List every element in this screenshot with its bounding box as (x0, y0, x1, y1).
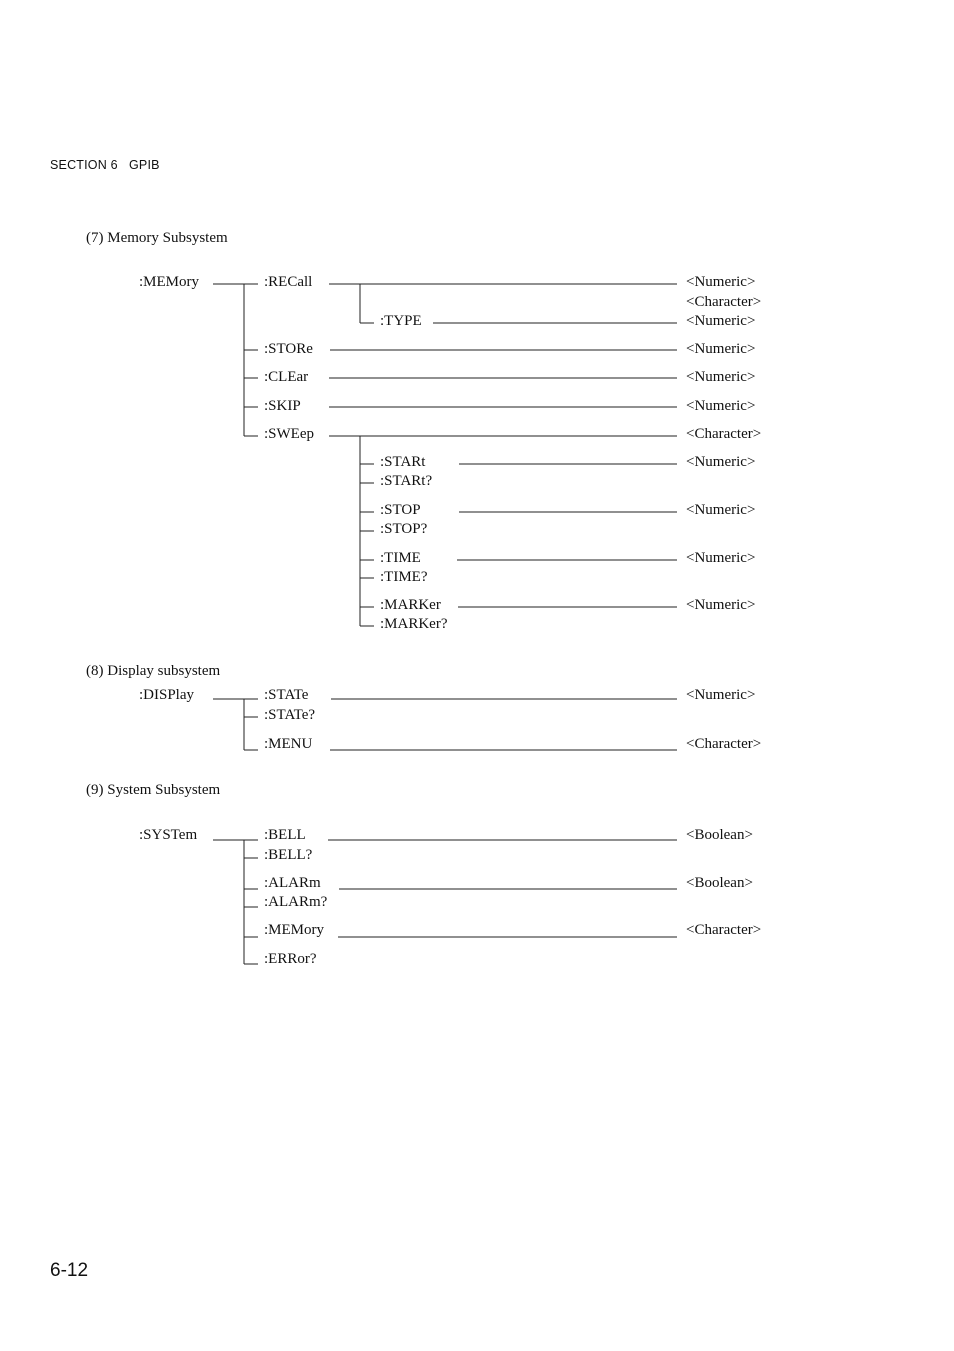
type-command: :TYPE (380, 313, 422, 329)
time-query: :TIME? (380, 569, 428, 585)
recall-param-numeric: <Numeric> (686, 274, 756, 290)
stop-query: :STOP? (380, 521, 428, 537)
stop-command: :STOP (380, 502, 421, 518)
bell-query: :BELL? (264, 847, 313, 863)
bell-command: :BELL (264, 827, 306, 843)
start-param: <Numeric> (686, 454, 756, 470)
error-query: :ERRor? (264, 951, 317, 967)
system-memory-command: :MEMory (264, 922, 324, 938)
bell-param: <Boolean> (686, 827, 753, 843)
section-label: SECTION 6 (50, 158, 118, 172)
display-root-command: :DISPlay (139, 687, 195, 703)
state-command: :STATe (264, 687, 309, 703)
store-command: :STORe (264, 341, 313, 357)
start-query: :STARt? (380, 473, 433, 489)
memory-heading: (7) Memory Subsystem (86, 230, 228, 246)
state-param: <Numeric> (686, 687, 756, 703)
system-heading: (9) System Subsystem (86, 782, 221, 798)
time-command: :TIME (380, 550, 421, 566)
alarm-command: :ALARm (264, 875, 321, 891)
clear-command: :CLEar (264, 369, 309, 385)
skip-param: <Numeric> (686, 398, 756, 414)
clear-param: <Numeric> (686, 369, 756, 385)
memory-root-command: :MEMory (139, 274, 199, 290)
marker-param: <Numeric> (686, 597, 756, 613)
store-param: <Numeric> (686, 341, 756, 357)
menu-command: :MENU (264, 736, 313, 752)
menu-param: <Character> (686, 736, 762, 752)
page-number: 6-12 (50, 1260, 89, 1281)
marker-command: :MARKer (380, 597, 441, 613)
alarm-param: <Boolean> (686, 875, 753, 891)
display-heading: (8) Display subsystem (86, 663, 221, 679)
alarm-query: :ALARm? (264, 894, 328, 910)
type-param: <Numeric> (686, 313, 756, 329)
start-command: :STARt (380, 454, 426, 470)
sweep-param: <Character> (686, 426, 762, 442)
stop-param: <Numeric> (686, 502, 756, 518)
system-memory-param: <Character> (686, 922, 762, 938)
skip-command: :SKIP (264, 398, 301, 414)
marker-query: :MARKer? (380, 616, 448, 632)
recall-param-character: <Character> (686, 294, 762, 310)
recall-command: :RECall (264, 274, 313, 290)
section-title: GPIB (129, 158, 160, 172)
system-root-command: :SYSTem (139, 827, 198, 843)
sweep-command: :SWEep (264, 426, 314, 442)
time-param: <Numeric> (686, 550, 756, 566)
state-query: :STATe? (264, 707, 316, 723)
